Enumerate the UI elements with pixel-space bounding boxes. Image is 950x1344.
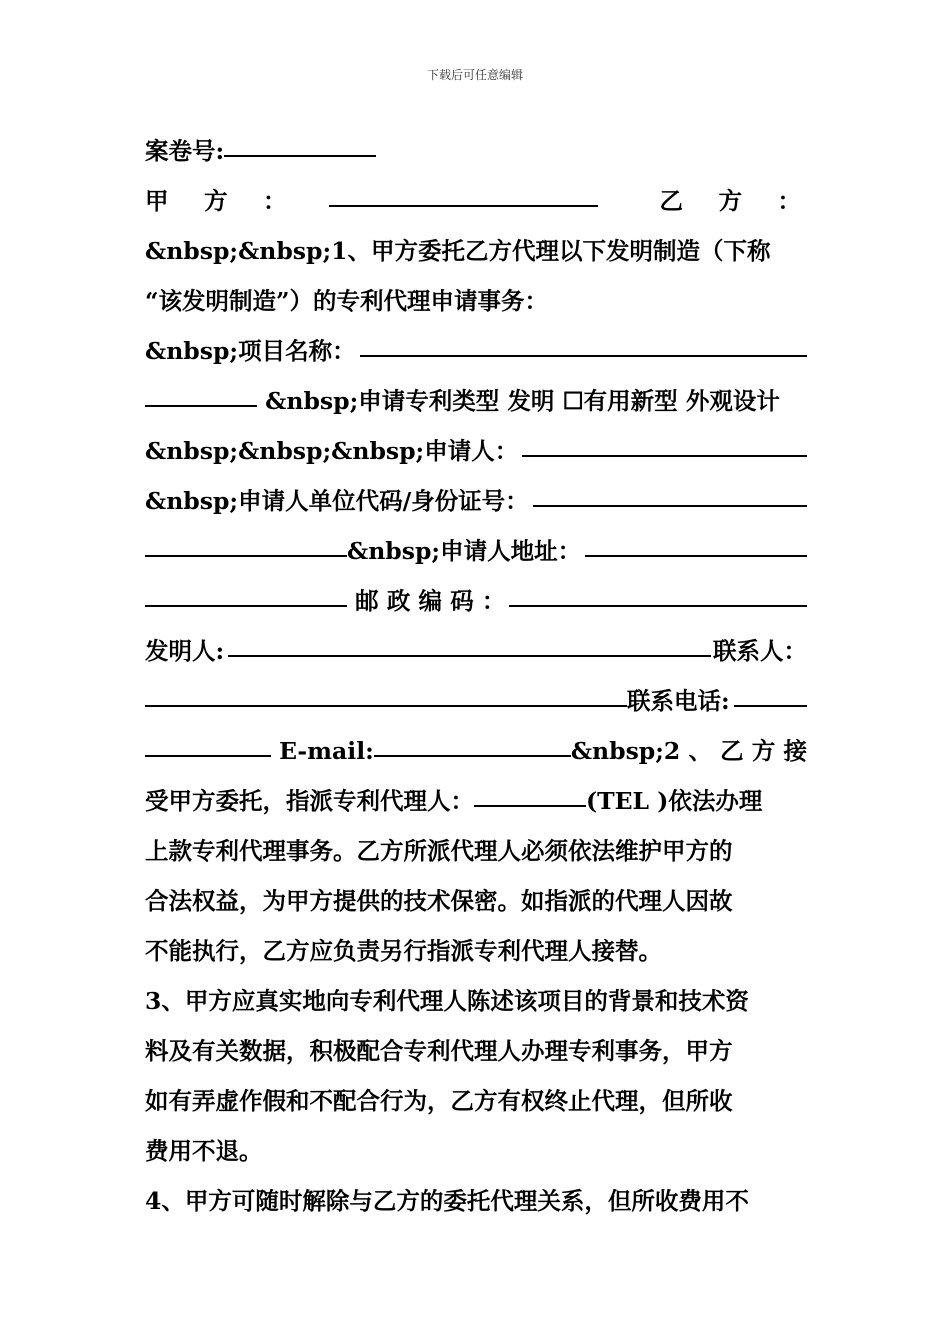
para1-line1 <box>145 226 807 276</box>
applicant-label: &nbsp;&nbsp;&nbsp;申请人： <box>145 437 519 465</box>
project-name-blank[interactable] <box>360 331 807 357</box>
para1-text-2: “该发明制造”）的专利代理申请事务： <box>145 287 549 315</box>
contact-phone-label: 联系电话: <box>627 687 730 715</box>
para2-text-2a: 受甲方委托，指派专利代理人： <box>145 787 474 815</box>
para2-text-2b: (TEL )依法办理 <box>586 787 763 815</box>
applicant-id-blank[interactable] <box>533 481 807 507</box>
para2-line2 <box>145 776 807 826</box>
applicant-address-label: &nbsp;申请人地址： <box>347 537 582 565</box>
contact-phone-blank[interactable] <box>734 681 807 707</box>
para3-text-1: 3、甲方应真实地向专利代理人陈述该项目的背景和技术资 <box>145 987 749 1015</box>
party-a-label: 甲 方 ： <box>145 187 293 215</box>
para2-line3 <box>145 826 807 876</box>
parties-line <box>145 176 807 226</box>
para2-line4 <box>145 876 807 926</box>
page-header-watermark: 下载后可任意编辑 <box>426 68 523 82</box>
para3-line3 <box>145 1076 807 1126</box>
project-name-blank-cont[interactable] <box>145 381 257 407</box>
contact-phone-blank-cont[interactable] <box>145 731 271 757</box>
para1-line2 <box>145 276 807 326</box>
para3-line1 <box>145 976 807 1026</box>
applicant-line <box>145 426 807 476</box>
agent-name-blank[interactable] <box>474 781 586 807</box>
para3-text-4: 费用不退。 <box>145 1137 263 1165</box>
applicant-address-blank-cont[interactable] <box>145 581 347 607</box>
applicant-id-blank-cont[interactable] <box>145 531 347 557</box>
para2-line5 <box>145 926 807 976</box>
contact-phone-line <box>145 676 807 726</box>
party-b-label: 乙 方 ： <box>659 187 807 215</box>
para2-text-4: 合法权益，为甲方提供的技术保密。如指派的代理人因故 <box>145 887 733 915</box>
patent-type-text: &nbsp;申请专利类型 发明 ☐有用新型 外观设计 <box>257 387 780 415</box>
para2-text-5: 不能执行，乙方应负责另行指派专利代理人接替。 <box>145 937 662 965</box>
para1-text-1: &nbsp;&nbsp;1、甲方委托乙方代理以下发明制造（下称 <box>145 237 771 265</box>
applicant-id-line <box>145 476 807 526</box>
contact-person-blank[interactable] <box>145 681 627 707</box>
applicant-blank[interactable] <box>522 431 807 457</box>
para2-start: &nbsp;2 、 乙 方 接 <box>570 737 807 765</box>
applicant-id-label: &nbsp;申请人单位代码/身份证号： <box>145 487 529 515</box>
inventor-line <box>145 626 807 676</box>
para3-line2 <box>145 1026 807 1076</box>
para3-text-3: 如有弄虚作假和不配合行为，乙方有权终止代理，但所收 <box>145 1087 733 1115</box>
email-label: E-mail: <box>270 737 374 765</box>
para2-text-3: 上款专利代理事务。乙方所派代理人必须依法维护甲方的 <box>145 837 733 865</box>
project-name-label: &nbsp;项目名称： <box>145 337 356 365</box>
case-number-line <box>145 126 807 176</box>
para3-text-2: 料及有关数据，积极配合专利代理人办理专利事务，甲方 <box>145 1037 733 1065</box>
email-line <box>145 726 807 776</box>
contract-body <box>145 126 807 1226</box>
para4-line1 <box>145 1176 807 1226</box>
case-number-label: 案卷号: <box>145 137 225 165</box>
applicant-address-line <box>145 526 807 576</box>
para3-line4 <box>145 1126 807 1176</box>
project-name-line <box>145 326 807 376</box>
postal-code-line <box>145 576 807 626</box>
inventor-blank[interactable] <box>228 631 711 657</box>
email-blank[interactable] <box>374 731 571 757</box>
contact-person-label: 联系人： <box>713 637 807 665</box>
party-a-blank[interactable] <box>329 181 598 207</box>
inventor-label: 发明人: <box>145 637 225 665</box>
postal-code-blank[interactable] <box>509 581 807 607</box>
applicant-address-blank[interactable] <box>585 531 807 557</box>
postal-code-label: 邮 政 编 码 ： <box>347 587 506 615</box>
case-number-blank[interactable] <box>224 131 376 157</box>
para4-text-1: 4、甲方可随时解除与乙方的委托代理关系，但所收费用不 <box>145 1187 749 1215</box>
patent-type-line <box>145 376 807 426</box>
